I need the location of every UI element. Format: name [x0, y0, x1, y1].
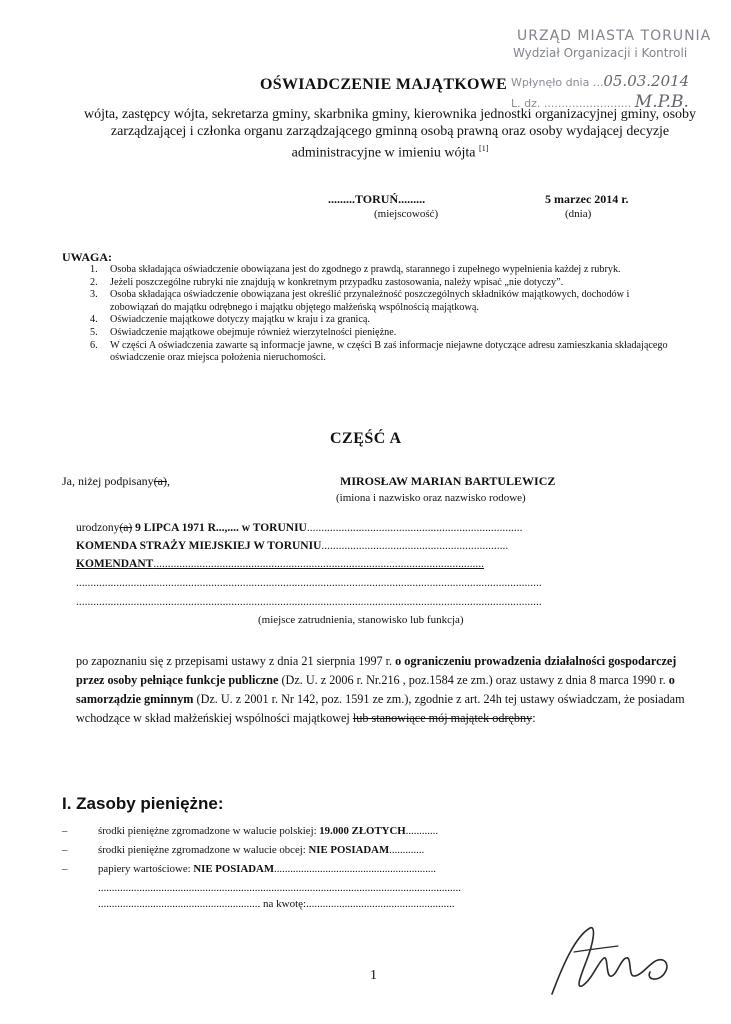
born-dots: ...........................................................................: [306, 522, 523, 534]
item-dash: –: [62, 825, 68, 837]
stamp-ref-value: M.P.B.: [634, 92, 689, 112]
item-dash: –: [62, 863, 68, 875]
declaration-text: (Dz. U. z 2001 r. Nr 142, poz. 1591 ze zm.), zgodnie z art. 24h tej ustawy oświadczam, że posiadam wchodzące w skład małżeńskiej wspólności majątkowej: [76, 692, 685, 725]
note-item: [90, 289, 680, 314]
asset-value: 19.000 ZŁOTYCH: [319, 825, 406, 837]
note-text: W części A oświadczenia zawarte są informacje jawne, w części B zaś informacje niejawne dotyczące adresu zamieszkania składającego oświadczenie oraz miejsca położenia nieruchomości.: [110, 339, 668, 364]
employer-dots: .................................................................: [321, 540, 509, 552]
employer-line: [76, 540, 508, 552]
declaration-law-1: o ograniczeniu prowadzenia działalności gospodarczej przez osoby pełniące funkcje publiczne: [76, 654, 677, 687]
declaration-paragraph: [76, 652, 696, 728]
amount-prefix: ...........................................................: [98, 898, 261, 910]
dotted-line: ..................................................................................................................................................................: [76, 577, 542, 589]
stamp-ref-label: L. dz.: [511, 97, 541, 110]
asset-item: [62, 860, 622, 879]
signature: [546, 922, 676, 1002]
stamp-office: URZĄD MIASTA TORUNIA: [517, 28, 712, 44]
item-dash: –: [62, 844, 68, 856]
employer-value: KOMENDA STRAŻY MIEJSKIEJ W TORUNIU: [76, 540, 322, 552]
stamp-ref: L. dz. ......................... M.P.B.: [511, 92, 689, 112]
date-value: 5 marzec 2014 r.: [545, 192, 629, 206]
intro-suffix: ,: [166, 474, 170, 488]
asset-dots: .............: [389, 844, 425, 856]
intro-line: [62, 474, 170, 489]
date-label: (dnia): [565, 208, 592, 220]
note-item: [90, 340, 680, 365]
document-title: OŚWIADCZENIE MAJĄTKOWE: [260, 76, 508, 93]
amount-line: [98, 898, 455, 910]
assets-list: [62, 822, 622, 879]
asset-label: środki pieniężne zgromadzone w walucie obcej:: [98, 844, 309, 856]
note-text: Jeżeli poszczególne rubryki nie znajdują w konkretnym przypadku zastosowania, należy wpisać „nie dotyczy”.: [110, 276, 564, 288]
note-number: 4.: [90, 314, 98, 326]
part-a-heading: CZĘŚĆ A: [330, 430, 402, 447]
declaration-end: :: [532, 711, 536, 725]
note-item: [90, 314, 680, 327]
position-line: [76, 558, 484, 570]
note-number: 1.: [90, 264, 98, 275]
born-prefix: urodzony: [76, 522, 120, 534]
notes-heading: UWAGA:: [62, 250, 112, 264]
declaration-law-2: o samorządzie gminnym: [76, 673, 675, 706]
document-subtitle: [70, 106, 710, 162]
birth-line: [76, 522, 522, 534]
note-text: Oświadczenie majątkowe dotyczy majątku w kraju i za granicą.: [110, 314, 370, 326]
asset-dots: ............................................................: [274, 863, 436, 875]
asset-value: NIE POSIADAM: [193, 863, 275, 875]
subtitle-text: wójta, zastępcy wójta, sekretarza gminy, skarbnika gminy, kierownika jednostki organizacyjnej gminy, osoby zarządzającej i członka organu zarządzającego gminną osobą prawną oraz osoby wydającej decyzje administracyjne w imieniu wójta: [83, 107, 697, 161]
subtitle-footnote-ref: [1]: [479, 144, 489, 153]
born-struck: (a): [119, 522, 133, 534]
note-item: [90, 327, 680, 340]
born-value: 9 LIPCA 1971 R...,.... w TORUNIU: [132, 522, 307, 534]
asset-label: środki pieniężne zgromadzone w walucie polskiej:: [98, 825, 320, 837]
intro-prefix: Ja, niżej podpisany: [62, 474, 154, 488]
asset-value: NIE POSIADAM: [308, 844, 390, 856]
asset-label: papiery wartościowe:: [98, 863, 194, 875]
place-label: (miejscowość): [374, 208, 439, 220]
note-item: [90, 264, 680, 277]
stamp-received: Wpłynęło dnia ...05.03.2014: [511, 72, 690, 90]
note-number: 3.: [90, 289, 98, 301]
declarant-name-label: (imiona i nazwisko oraz nazwisko rodowe): [336, 492, 526, 504]
dotted-line: ....................................................................................................................................: [98, 882, 461, 894]
note-text: Oświadczenie majątkowe obejmuje również wierzytelności pieniężne.: [110, 326, 397, 338]
amount-label: na kwotę:: [263, 898, 307, 910]
stamp-department: Wydział Organizacji i Kontroli: [513, 46, 688, 60]
place-value: .........TORUŃ.........: [328, 192, 426, 206]
asset-dots: ............: [405, 825, 439, 837]
declaration-struck: lub stanowiące mój majątek odrębny: [352, 711, 533, 725]
intro-struck: (a): [153, 474, 167, 488]
section-heading: I. Zasoby pieniężne:: [62, 794, 224, 813]
stamp-received-label: Wpłynęło dnia: [511, 76, 590, 89]
declarant-name: MIROSŁAW MARIAN BARTULEWICZ: [340, 474, 556, 488]
dotted-line: ..................................................................................................................................................................: [76, 596, 542, 608]
note-item: [90, 277, 680, 290]
note-text: Osoba składająca oświadczenie obowiązana jest określić przynależność poszczególnych składników majątkowych, dochodów i zobowiązań do majątku odrębnego i majątku objętego małżeńską wspólnością majątkową.: [110, 289, 630, 313]
asset-item: [62, 841, 622, 860]
note-number: 6.: [90, 339, 98, 351]
declaration-text: (Dz. U. z 2006 r. Nr.216 , poz.1584 ze zm.) oraz ustawy z dnia 8 marca 1990 r.: [278, 673, 669, 687]
note-text: Osoba składająca oświadczenie obowiązana jest do zgodnego z prawdą, starannego i zupełnego wypełnienia każdej z rubryk.: [110, 264, 621, 275]
declaration-text: po zapoznaniu się z przepisami ustawy z dnia 21 sierpnia 1997 r.: [76, 654, 396, 668]
position-label: (miejsce zatrudnienia, stanowisko lub funkcja): [258, 614, 464, 626]
note-number: 2.: [90, 276, 98, 288]
position-dots: ...................................................................................................................: [153, 558, 484, 570]
asset-item: [62, 822, 622, 841]
position-value: KOMENDANT: [76, 558, 154, 570]
amount-dots: ......................................................: [306, 898, 455, 910]
stamp-received-date: 05.03.2014: [603, 72, 690, 90]
page-number: 1: [370, 968, 377, 983]
notes-list: [90, 264, 680, 365]
note-number: 5.: [90, 326, 98, 338]
